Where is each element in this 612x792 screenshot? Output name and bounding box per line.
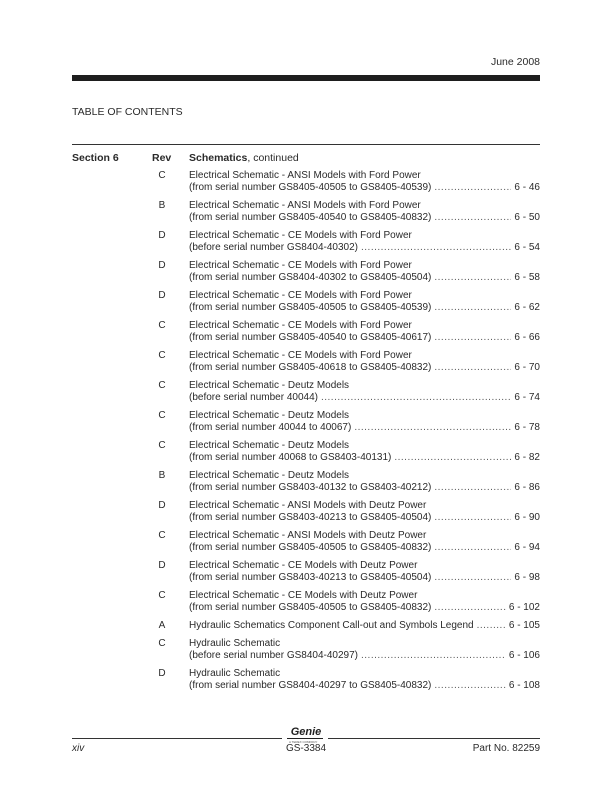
dot-leader xyxy=(321,392,511,404)
genie-logo: Genie xyxy=(290,726,322,738)
header-rule xyxy=(72,75,540,81)
entry-serial-range: (from serial number GS8405-40540 to GS8405-40832) xyxy=(189,212,432,223)
dot-leader xyxy=(434,272,511,284)
entry-title: Electrical Schematic - Deutz Models xyxy=(189,470,350,481)
toc-entry[interactable] xyxy=(0,560,612,590)
dot-leader xyxy=(434,332,511,344)
toc-entry[interactable] xyxy=(0,500,612,530)
entry-title: Electrical Schematic - Deutz Models xyxy=(189,380,350,391)
entry-serial-range: (from serial number GS8405-40618 to GS8405-40832) xyxy=(189,362,432,373)
entry-rev: B xyxy=(158,470,166,481)
section-label: Section 6 xyxy=(72,152,119,164)
dot-leader xyxy=(477,620,506,632)
entry-rev: C xyxy=(158,410,166,421)
toc-entry[interactable] xyxy=(0,320,612,350)
entry-rev: C xyxy=(158,638,166,649)
entry-title: Electrical Schematic - CE Models with Ford Power xyxy=(189,260,412,271)
toc-entry[interactable] xyxy=(0,230,612,260)
entry-title: Electrical Schematic - CE Models with Ford Power xyxy=(189,320,412,331)
dot-leader xyxy=(361,242,511,254)
entry-serial-range: (before serial number GS8404-40302) xyxy=(189,242,358,253)
toc-entry[interactable] xyxy=(0,590,612,620)
dot-leader xyxy=(434,542,511,554)
entry-serial-range: (from serial number GS8403-40213 to GS8405-40504) xyxy=(189,572,432,583)
toc-entry[interactable] xyxy=(0,260,612,290)
toc-entry[interactable] xyxy=(0,620,612,638)
entry-rev: C xyxy=(158,170,166,181)
entry-page[interactable]: 6 - 46 xyxy=(514,182,540,193)
part-number: Part No. 82259 xyxy=(472,743,540,754)
page-number: xiv xyxy=(72,743,85,754)
section-divider xyxy=(72,144,540,145)
toc-entry[interactable] xyxy=(0,350,612,380)
entry-page[interactable]: 6 - 70 xyxy=(514,362,540,373)
entry-serial-range: (from serial number GS8405-40505 to GS8405-40539) xyxy=(189,182,432,193)
entry-rev: B xyxy=(158,200,166,211)
dot-leader xyxy=(361,650,506,662)
dot-leader xyxy=(434,182,511,194)
dot-leader xyxy=(434,482,511,494)
toc-entry[interactable] xyxy=(0,200,612,230)
entry-page[interactable]: 6 - 108 xyxy=(508,680,540,691)
entry-serial-range: (before serial number GS8404-40297) xyxy=(189,650,358,661)
entry-serial-range: (from serial number GS8404-40297 to GS8405-40832) xyxy=(189,680,432,691)
toc-entry[interactable] xyxy=(0,638,612,668)
entry-rev: C xyxy=(158,320,166,331)
entry-title: Hydraulic Schematic xyxy=(189,638,281,649)
entry-rev: C xyxy=(158,380,166,391)
entry-rev: C xyxy=(158,350,166,361)
entry-title: Electrical Schematic - ANSI Models with Deutz Power xyxy=(189,500,427,511)
toc-entry[interactable] xyxy=(0,470,612,500)
entry-title: Hydraulic Schematics Component Call-out and Symbols Legend xyxy=(189,620,474,631)
entry-title: Electrical Schematic - Deutz Models xyxy=(189,440,350,451)
entry-page[interactable]: 6 - 50 xyxy=(514,212,540,223)
model-number: GS-3384 xyxy=(285,743,327,754)
entry-page[interactable]: 6 - 106 xyxy=(508,650,540,661)
entry-serial-range: (from serial number GS8405-40505 to GS8405-40832) xyxy=(189,542,432,553)
entry-serial-range: (from serial number 40068 to GS8403-40131) xyxy=(189,452,392,463)
dot-leader xyxy=(434,212,511,224)
dot-leader xyxy=(434,302,511,314)
entry-serial-range: (from serial number GS8404-40302 to GS8405-40504) xyxy=(189,272,432,283)
entry-rev: D xyxy=(158,668,166,679)
entry-page[interactable]: 6 - 94 xyxy=(514,542,540,553)
entry-rev: D xyxy=(158,290,166,301)
footer-rule-right xyxy=(328,738,540,739)
entry-serial-range: (from serial number GS8405-40505 to GS8405-40539) xyxy=(189,302,432,313)
dot-leader xyxy=(354,422,511,434)
entry-page[interactable]: 6 - 102 xyxy=(508,602,540,613)
logo-underline xyxy=(287,738,323,739)
entry-page[interactable]: 6 - 105 xyxy=(508,620,540,631)
entry-page[interactable]: 6 - 66 xyxy=(514,332,540,343)
dot-leader xyxy=(434,680,506,692)
toc-entry[interactable] xyxy=(0,290,612,320)
toc-entry[interactable] xyxy=(0,440,612,470)
dot-leader xyxy=(434,602,506,614)
footer-rule-left xyxy=(72,738,282,739)
entry-rev: D xyxy=(158,560,166,571)
entry-title: Electrical Schematic - CE Models with Ford Power xyxy=(189,230,412,241)
chapter-heading-suffix: , continued xyxy=(247,152,299,164)
chapter-heading-bold: Schematics xyxy=(189,152,248,164)
toc-entry[interactable] xyxy=(0,410,612,440)
document-date: June 2008 xyxy=(490,56,540,68)
entry-title: Electrical Schematic - ANSI Models with Deutz Power xyxy=(189,530,427,541)
entry-page[interactable]: 6 - 58 xyxy=(514,272,540,283)
toc-entry[interactable] xyxy=(0,380,612,410)
entry-serial-range: (from serial number GS8405-40505 to GS8405-40832) xyxy=(189,602,432,613)
entry-title: Electrical Schematic - ANSI Models with Ford Power xyxy=(189,200,421,211)
entry-page[interactable]: 6 - 98 xyxy=(514,572,540,583)
entry-serial-range: (before serial number 40044) xyxy=(189,392,318,403)
dot-leader xyxy=(434,362,511,374)
chapter-heading xyxy=(189,152,299,164)
entry-page[interactable]: 6 - 82 xyxy=(514,452,540,463)
toc-entry[interactable] xyxy=(0,530,612,560)
entry-rev: D xyxy=(158,500,166,511)
entry-page[interactable]: 6 - 54 xyxy=(514,242,540,253)
entry-page[interactable]: 6 - 90 xyxy=(514,512,540,523)
entry-page[interactable]: 6 - 86 xyxy=(514,482,540,493)
entry-title: Electrical Schematic - Deutz Models xyxy=(189,410,350,421)
entry-title: Electrical Schematic - CE Models with Deutz Power xyxy=(189,590,418,601)
entry-rev: D xyxy=(158,260,166,271)
entry-serial-range: (from serial number GS8405-40540 to GS8405-40617) xyxy=(189,332,432,343)
toc-entry[interactable] xyxy=(0,170,612,200)
dot-leader xyxy=(434,512,511,524)
entry-title: Electrical Schematic - CE Models with Deutz Power xyxy=(189,560,418,571)
entry-title: Electrical Schematic - ANSI Models with Ford Power xyxy=(189,170,421,181)
entry-page[interactable]: 6 - 78 xyxy=(514,422,540,433)
entry-rev: C xyxy=(158,440,166,451)
entry-rev: A xyxy=(158,620,166,631)
page-title: TABLE OF CONTENTS xyxy=(72,106,183,118)
entry-page[interactable]: 6 - 74 xyxy=(514,392,540,403)
entry-title: Hydraulic Schematic xyxy=(189,668,281,679)
entry-serial-range: (from serial number GS8403-40213 to GS8405-40504) xyxy=(189,512,432,523)
entry-rev: C xyxy=(158,530,166,541)
entry-page[interactable]: 6 - 62 xyxy=(514,302,540,313)
entry-title: Electrical Schematic - CE Models with Ford Power xyxy=(189,350,412,361)
rev-column-header: Rev xyxy=(152,152,172,164)
entry-serial-range: (from serial number 40044 to 40067) xyxy=(189,422,352,433)
entry-title: Electrical Schematic - CE Models with Ford Power xyxy=(189,290,412,301)
dot-leader xyxy=(434,572,511,584)
toc-entry[interactable] xyxy=(0,668,612,698)
dot-leader xyxy=(394,452,511,464)
entry-rev: C xyxy=(158,590,166,601)
toc-entries xyxy=(0,170,612,698)
entry-rev: D xyxy=(158,230,166,241)
entry-serial-range: (from serial number GS8403-40132 to GS8403-40212) xyxy=(189,482,432,493)
logo-tagline: A TEREX COMPANY xyxy=(289,740,318,744)
